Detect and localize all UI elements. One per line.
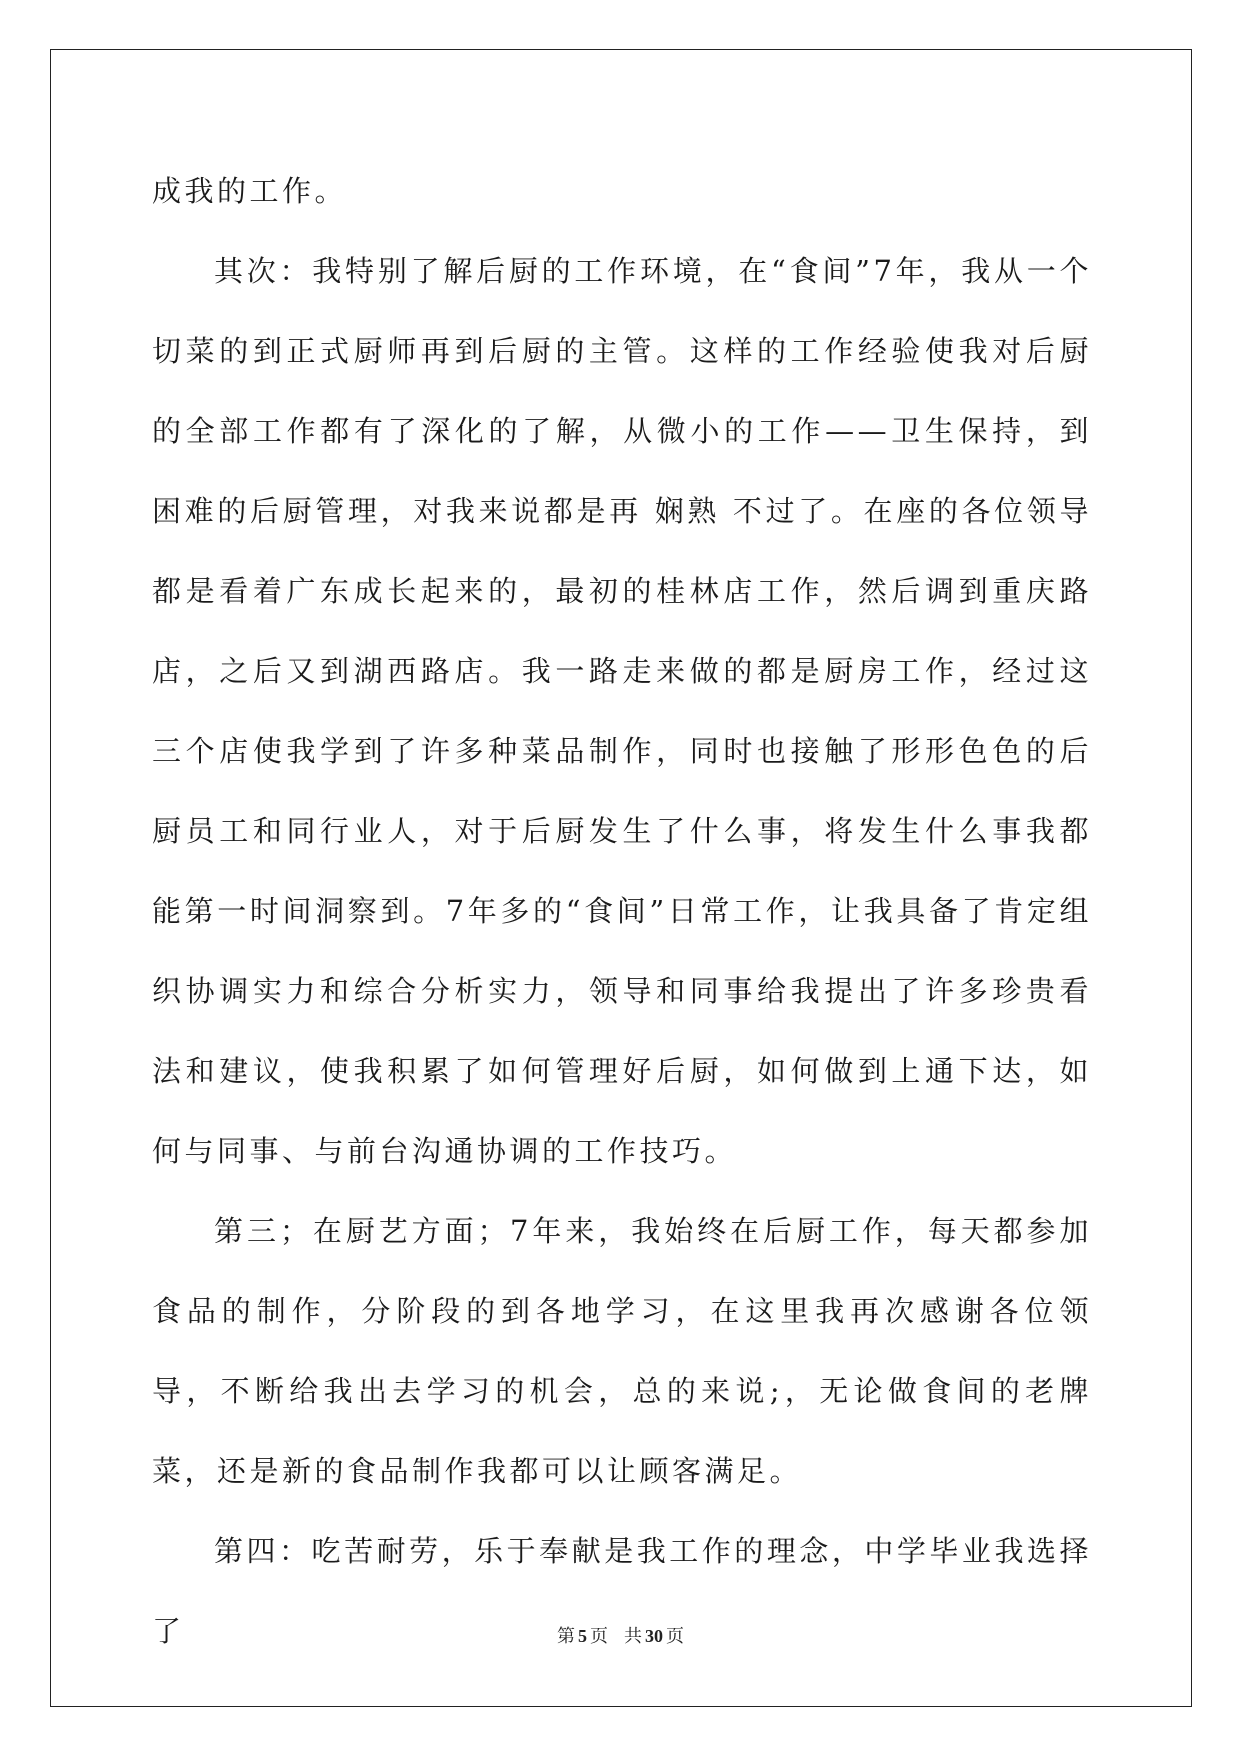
document-body [152,151,1092,1671]
total-suffix: 页 [666,1626,684,1647]
page-prefix: 第 [557,1626,575,1647]
page-suffix: 页 [590,1626,608,1647]
paragraph-4: 第四：吃苦耐劳，乐于奉献是我工作的理念，中学毕业我选择了 [152,1534,1092,1648]
paragraph-3: 第三；在厨艺方面；7年来，我始终在后厨工作，每天都参加食品的制作，分阶段的到各地学习，在这里我再次感谢各位领导，不断给我出去学习的机会，总的来说;，无论做食间的老牌菜，还是新的食品制作我都可以让顾客满足。 [152,1214,1092,1488]
page-number: 5 [578,1626,587,1646]
paragraph-1: 成我的工作。 [152,174,348,208]
page-footer [0,1622,1241,1648]
total-prefix: 共 [624,1626,642,1647]
page-total: 30 [645,1626,663,1646]
paragraph-2: 其次：我特别了解后厨的工作环境，在“食间”7年，我从一个切菜的到正式厨师再到后厨的主管。这样的工作经验使我对后厨的全部工作都有了深化的了解，从微小的工作——卫生保持，到困难的后厨管理，对我来说都是再 娴熟 不过了。在座的各位领导都是看着广东成长起来的，最初的桂林店工作，然后调到重庆路店，之后又到湖西路店。我一路走来做的都是厨房工作，经过这三个店使我学到了许多种菜品制作，同时也接触了形形色色的后厨员工和同行业人，对于后厨发生了什么事，将发生什么事我都能第一时间洞察到。7年多的“食间”日常工作，让我具备了肯定组织协调实力和综合分析实力，领导和同事给我提出了许多珍贵看法和建议，使我积累了如何管理好后厨，如何做到上通下达，如何与同事、与前台沟通协调的工作技巧。 [152,254,1092,1168]
